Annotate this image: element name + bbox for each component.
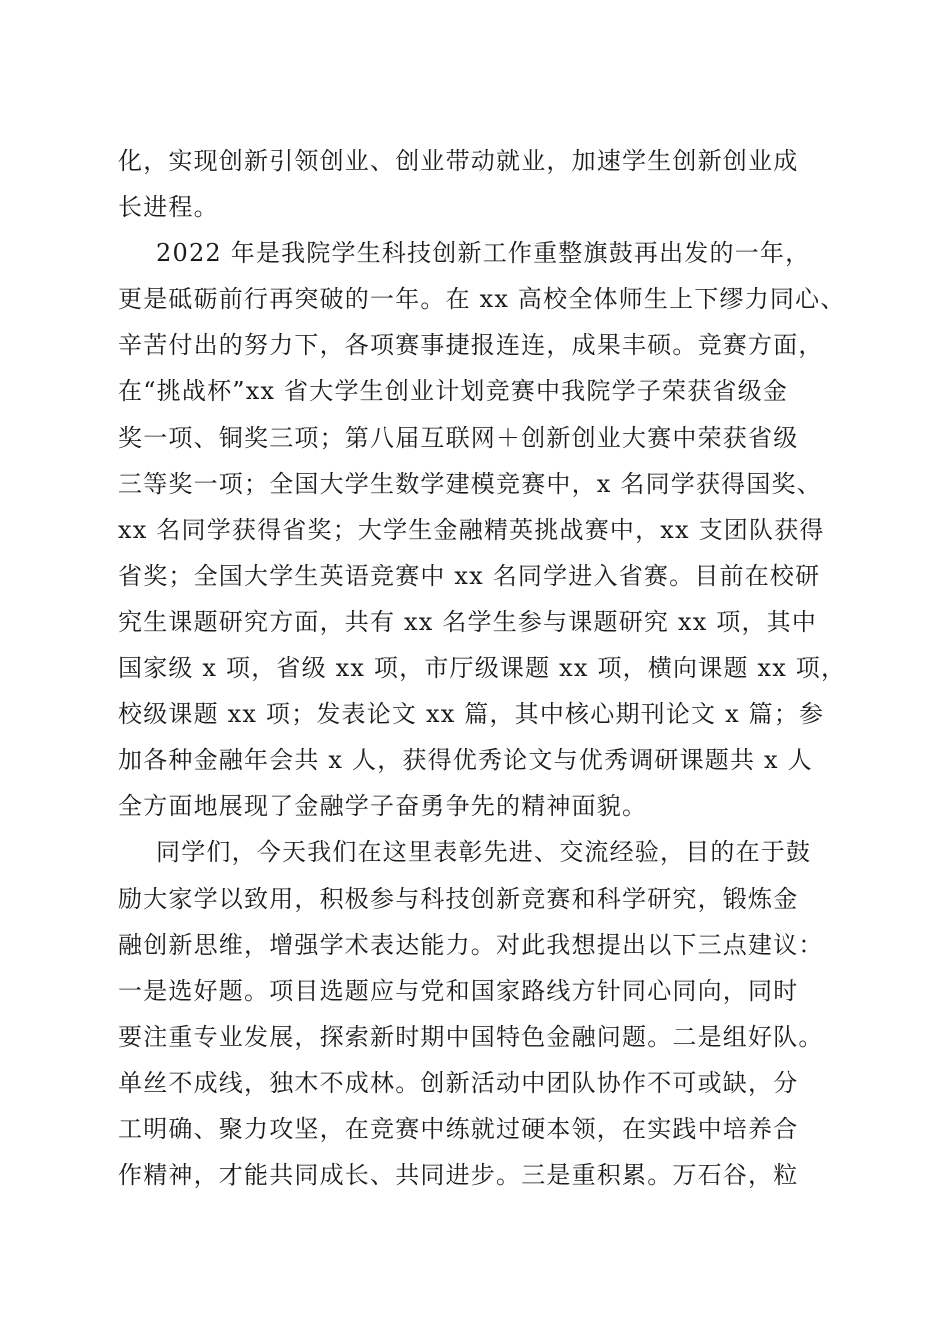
text-line: 加各种金融年会共 x 人，获得优秀论文与优秀调研课题共 x 人	[118, 746, 813, 775]
text-line: 在“挑战杯”xx 省大学生创业计划竞赛中我院学子荣获省级金	[118, 377, 789, 406]
text-line: 作精神，才能共同成长、共同进步。三是重积累。万石谷，粒	[118, 1161, 799, 1190]
text-line: 全方面地展现了金融学子奋勇争先的精神面貌。	[118, 792, 648, 821]
text-line: 励大家学以致用，积极参与科技创新竞赛和科学研究，锻炼金	[118, 884, 799, 913]
text-line: 长进程。	[118, 193, 219, 222]
text-line: 一是选好题。项目选题应与党和国家路线方针同心同向，同时	[118, 976, 799, 1005]
text-line: 化，实现创新引领创业、创业带动就业，加速学生创新创业成	[118, 147, 799, 175]
text-line: 要注重专业发展，探索新时期中国特色金融问题。二是组好队。	[118, 1022, 824, 1051]
text-line: 工明确、聚力攻坚，在竞赛中练就过硬本领，在实践中培养合	[118, 1114, 799, 1143]
paragraph-start-line: 2022 年是我院学生科技创新工作重整旗鼓再出发的一年，	[156, 239, 811, 268]
text-line: 融创新思维，增强学术表达能力。对此我想提出以下三点建议：	[118, 930, 824, 959]
text-line: 单丝不成线，独木不成林。创新活动中团队协作不可或缺，分	[118, 1068, 799, 1097]
text-line: 究生课题研究方面，共有 xx 名学生参与课题研究 xx 项，其中	[118, 607, 818, 636]
text-line: 国家级 x 项，省级 xx 项，市厅级课题 xx 项，横向课题 xx 项，	[118, 654, 847, 683]
paragraph-start-line: 同学们，今天我们在这里表彰先进、交流经验，目的在于鼓	[156, 838, 812, 867]
text-line: 校级课题 xx 项；发表论文 xx 篇，其中核心期刊论文 x 篇；参	[118, 700, 825, 729]
text-line: 辛苦付出的努力下，各项赛事捷报连连，成果丰硕。竞赛方面，	[118, 331, 824, 360]
body-text	[118, 138, 847, 1198]
text-line: 省奖；全国大学生英语竞赛中 xx 名同学进入省赛。目前在校研	[118, 561, 821, 590]
text-line: 三等奖一项；全国大学生数学建模竞赛中，x 名同学获得国奖、	[118, 469, 822, 498]
text-line: 更是砥砺前行再突破的一年。在 xx 高校全体师生上下缪力同心、	[118, 285, 846, 314]
text-line: 奖一项、铜奖三项；第八届互联网＋创新创业大赛中荣获省级	[118, 423, 799, 452]
text-line: xx 名同学获得省奖；大学生金融精英挑战赛中，xx 支团队获得	[118, 515, 825, 544]
